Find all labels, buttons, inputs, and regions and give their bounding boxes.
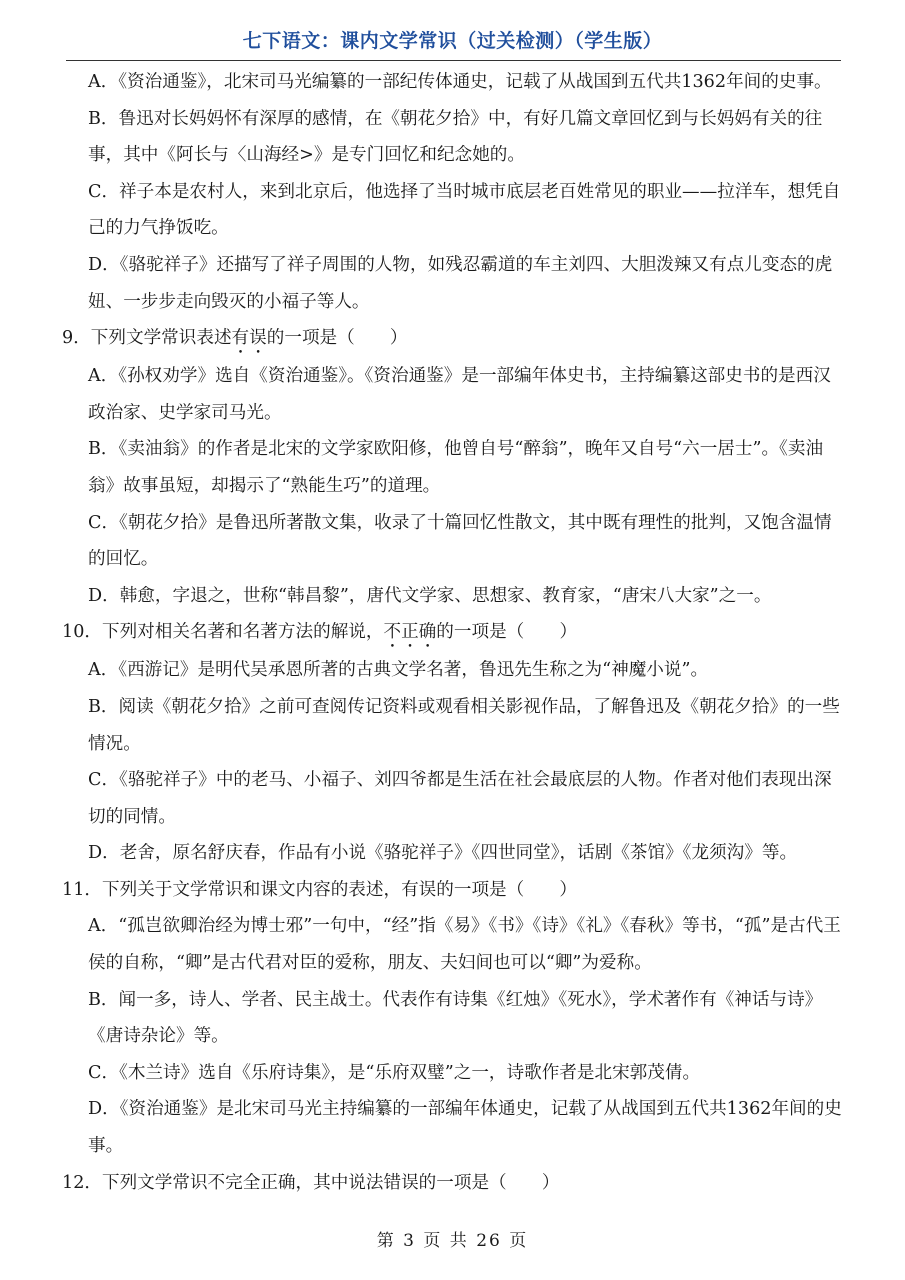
prev-option-d: D．《骆驼祥子》还描写了祥子周围的人物，如残忍霸道的车主刘四、大胆泼辣又有点儿变态的虎妞、一步步走向毁灭的小福子等人。 [88,254,833,312]
question-10-stem [62,614,844,652]
document-body [62,64,844,1201]
prev-option-c: C．祥子本是农村人，来到北京后，他选择了当时城市底层老百姓常见的职业——拉洋车，想凭自己的力气挣饭吃。 [88,181,841,239]
question-10-emphasis: 不正确 [383,622,437,643]
question-10-option-d: D．老舍，原名舒庆春，作品有小说《骆驼祥子》《四世同堂》，话剧《茶馆》《龙须沟》等。 [88,843,798,864]
question-11-option-d: D．《资治通鉴》是北宋司马光主持编纂的一部编年体通史，记载了从战国到五代共1362年间的史事。 [88,1099,842,1157]
question-10-option-b: B．阅读《朝花夕拾》之前可查阅传记资料或观看相关影视作品，了解鲁迅及《朝花夕拾》的一些情况。 [88,696,840,754]
question-12-stem: 12．下列文学常识不完全正确，其中说法错误的一项是（ ） [62,1172,560,1193]
page-number: 第 3 页 共 26 页 [376,1231,529,1251]
prev-option-b: B．鲁迅对长妈妈怀有深厚的感情，在《朝花夕拾》中，有好几篇文章回忆到与长妈妈有关的往事，其中《阿长与〈山海经>》是专门回忆和纪念她的。 [88,108,823,166]
question-9-prefix: 9．下列文学常识表述 [62,328,232,349]
question-11-option-c: C．《木兰诗》选自《乐府诗集》，是“乐府双璧”之一，诗歌作者是北宋郭茂倩。 [88,1062,701,1083]
question-11-option-b: B．闻一多，诗人、学者、民主战士。代表作有诗集《红烛》《死水》，学术著作有《神话与诗》《唐诗杂论》等。 [88,989,823,1047]
question-10-suffix: 的一项是（ ） [436,622,578,643]
question-9-option-a: A．《孙权劝学》选自《资治通鉴》。《资治通鉴》是一部编年体史书，主持编纂这部史书的是西汉政治家、史学家司马光。 [88,366,831,423]
question-10-prefix: 10．下列对相关名著和名著方法的解说， [62,622,384,643]
question-9-suffix: 的一项是（ ） [266,328,408,349]
question-11-stem: 11．下列关于文学常识和课文内容的表述，有误的一项是（ ） [62,879,578,900]
question-9-option-b: B．《卖油翁》的作者是北宋的文学家欧阳修，他曾自号“醉翁”，晚年又自号“六一居士”。《卖油翁》故事虽短，却揭示了“熟能生巧”的道理。 [88,439,824,496]
question-9-emphasis: 有误 [231,328,267,349]
prev-option-a: A．《资治通鉴》，北宋司马光编纂的一部纪传体通史，记载了从战国到五代共1362年间的史事。 [88,72,832,92]
question-9-option-d: D．韩愈，字退之，世称“韩昌黎”，唐代文学家、思想家、教育家，“唐宋八大家”之一。 [88,585,772,606]
question-9-stem [62,320,844,358]
question-10-option-a: A．《西游记》是明代吴承恩所著的古典文学名著，鲁迅先生称之为“神魔小说”。 [88,660,709,681]
question-11-option-a: A．“孤岂欲卿治经为博士邪”一句中，“经”指《易》《书》《诗》《礼》《春秋》等书，“孤”是古代王侯的自称，“卿”是古代君对臣的爱称，朋友、夫妇间也可以“卿”为爱称。 [88,916,841,974]
question-9-option-c: C．《朝花夕拾》是鲁迅所著散文集，收录了十篇回忆性散文，其中既有理性的批判，又饱含温情的回忆。 [88,512,832,570]
page-header-title: 七下语文：课内文学常识（过关检测）（学生版） [242,30,663,52]
header-divider [66,60,841,61]
question-10-option-c: C．《骆驼祥子》中的老马、小福子、刘四爷都是生活在社会最底层的人物。作者对他们表现出深切的同情。 [88,770,832,827]
